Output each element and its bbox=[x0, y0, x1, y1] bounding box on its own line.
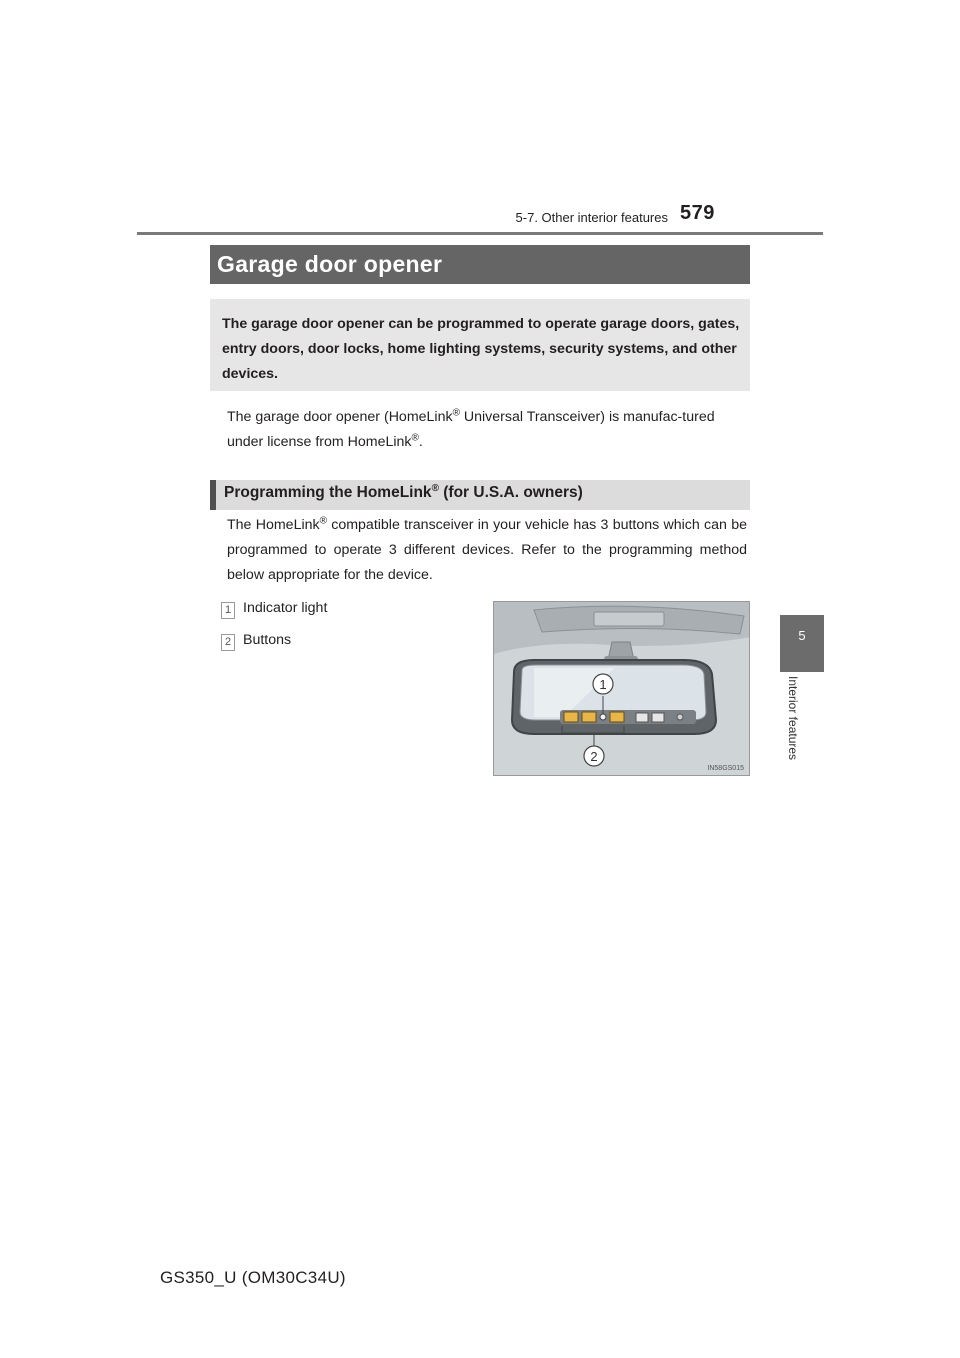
header-divider bbox=[137, 232, 823, 235]
footer-model-code: GS350_U (OM30C34U) bbox=[160, 1268, 346, 1287]
mirror-drawing bbox=[494, 602, 750, 776]
section-label: 5-7. Other interior features bbox=[515, 210, 668, 225]
chapter-title: Interior features bbox=[786, 676, 800, 761]
page-title: Garage door opener bbox=[217, 251, 443, 277]
legend-number-icon: 2 bbox=[221, 634, 235, 651]
legend-number-icon: 1 bbox=[221, 602, 235, 619]
paragraph-homelink-license: The garage door opener (HomeLink® Universal Transceiver) is manufac-tured under license from HomeLink®. bbox=[227, 407, 715, 450]
paragraph-transceiver: The HomeLink® compatible transceiver in your vehicle has 3 buttons which can be programmed to operate 3 different devices. Refer to the programming method below appropriate for the device. bbox=[227, 515, 747, 583]
figure-code: IN58GS015 bbox=[707, 765, 744, 772]
chapter-tab bbox=[780, 615, 824, 672]
callout-1: 1 bbox=[599, 677, 607, 692]
mirror-illustration bbox=[493, 601, 750, 776]
callout-2: 2 bbox=[590, 749, 598, 764]
subheading-accent bbox=[210, 480, 216, 510]
page-number: 579 bbox=[680, 202, 715, 224]
chapter-number: 5 bbox=[798, 628, 806, 643]
subheading: Programming the HomeLink® (for U.S.A. owners) bbox=[224, 482, 583, 501]
legend-label-buttons: Buttons bbox=[243, 632, 292, 648]
legend-label-indicator: Indicator light bbox=[243, 600, 328, 616]
intro-text: The garage door opener can be programmed to operate garage doors, gates, entry doors, door locks, home lighting systems, security systems, and other devices. bbox=[222, 316, 740, 382]
